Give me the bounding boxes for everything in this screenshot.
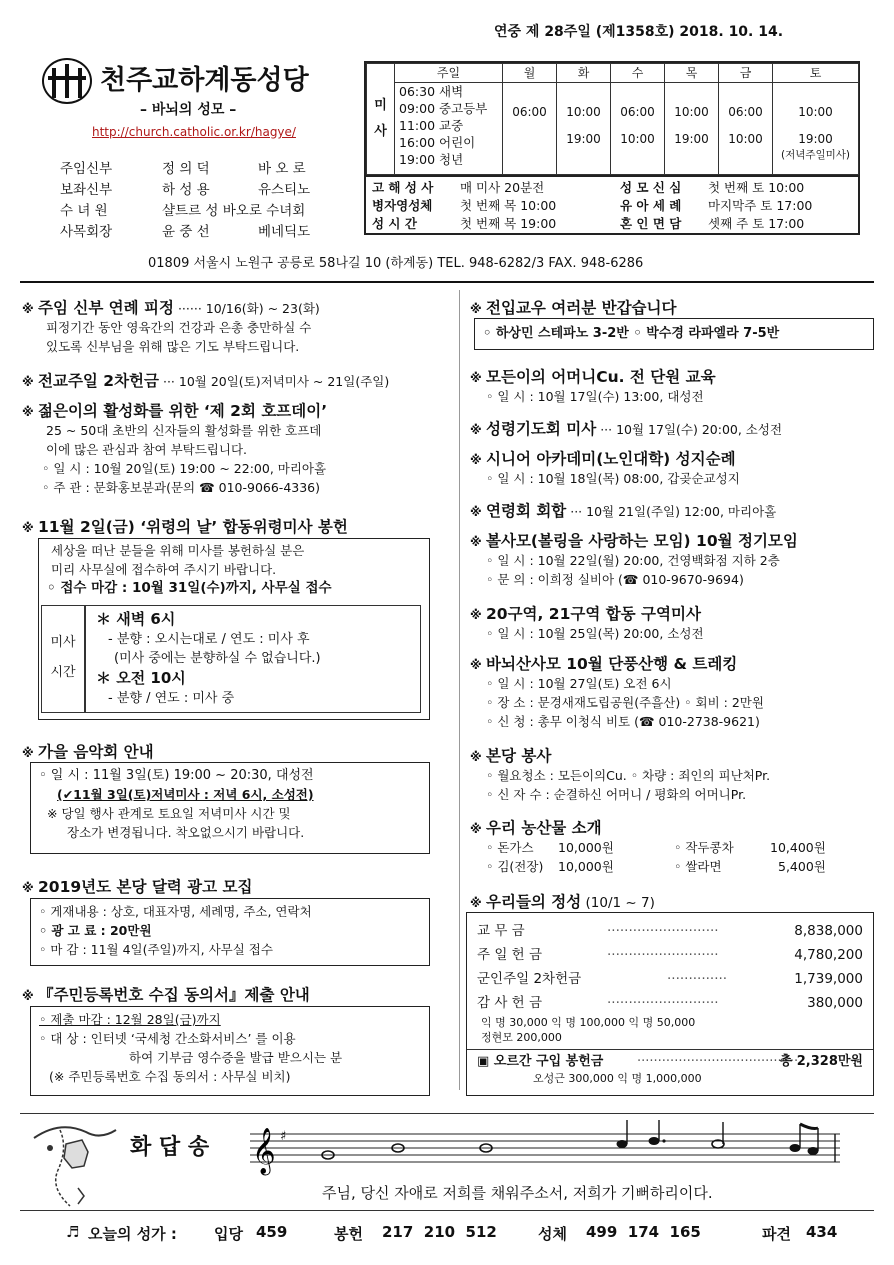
- side-label: 시간: [50, 665, 76, 680]
- notice-text: ◦ 일 시 : 10월 18일(목) 08:00, 갑곶순교성지: [486, 471, 740, 486]
- day-header: 금: [719, 64, 773, 83]
- notice-text: ◦ 일 시 : 10월 22일(월) 20:00, 건영백화점 지하 2층: [486, 553, 780, 568]
- organ-fund-donors: 오성근 300,000 익 명 1,000,000: [533, 1072, 702, 1085]
- product-price: 5,400원: [778, 859, 826, 874]
- notice-text: - 분향 / 연도 : 미사 중: [108, 691, 235, 706]
- notice-text: ◦ 하상민 스테파노 3-2반 ◦ 박수경 라파엘라 7-5반: [483, 326, 780, 341]
- notice-text: 하여 기부금 영수증을 발급 받으시는 분: [129, 1050, 343, 1065]
- mass-time: 10:00: [620, 132, 655, 146]
- notice-mark: ※: [470, 822, 482, 836]
- notice-mark: ※: [470, 423, 482, 437]
- notice-text: ◦ 일 시 : 10월 17일(수) 13:00, 대성전: [486, 389, 704, 404]
- notice-legion-training: [470, 365, 880, 406]
- notice-pastor-retreat: [22, 296, 452, 356]
- offering-row: [477, 919, 863, 943]
- offering-amount: 1,739,000: [794, 971, 863, 987]
- notice-mark: ※: [470, 371, 482, 385]
- notice-title: 볼사모(볼링을 사랑하는 모임) 10월 정기모임: [486, 532, 798, 550]
- notice-text: ◦ 접수 마감 : 10월 31일(수)까지, 사무실 접수: [47, 580, 332, 596]
- notice-charismatic-mass: [470, 417, 880, 439]
- mass-time: 19:00: [566, 132, 601, 146]
- staff-baptismal: 베네딕도: [258, 224, 311, 240]
- concert-box: [30, 762, 430, 854]
- notice-text: 미리 사무실에 접수하여 주시기 바랍니다.: [51, 562, 277, 577]
- product-row: [470, 838, 880, 857]
- notice-mark: ※: [22, 405, 34, 419]
- offertory-hymns: 217 210 512: [382, 1223, 497, 1241]
- notice-title: 바뇌산사모 10월 단풍산행 & 트레킹: [486, 655, 738, 673]
- organ-fund-label: ▣ 오르간 구입 봉헌금: [477, 1054, 604, 1069]
- product-name: ◦ 돈가스: [486, 840, 534, 855]
- offering-label: 군인주일 2차헌금: [477, 971, 582, 987]
- sacrament-label: 혼 인 면 담: [620, 216, 682, 231]
- notice-text: 피정기간 동안 영육간의 건강과 은총 충만하실 수: [46, 320, 312, 335]
- column-divider: [459, 290, 460, 1090]
- mass-side-char: 미: [374, 98, 387, 113]
- mass-time-heading: ＊ 오전 10시: [96, 669, 186, 687]
- notice-mark: ※: [470, 535, 482, 549]
- notice-title: 전입교우 여러분 반갑습니다: [486, 299, 677, 317]
- notice-calendar-ads: [22, 875, 452, 897]
- notice-title: 연령회 회합: [486, 502, 567, 520]
- notice-text: ◦ 광 고 료 : 20만원: [39, 923, 152, 938]
- notice-mark: ※: [470, 750, 482, 764]
- named-offering: 정현모 200,000: [481, 1031, 562, 1044]
- notice-text: ◦ 일 시 : 10월 27일(토) 오전 6시: [486, 676, 672, 691]
- notice-mark: ※: [22, 881, 34, 895]
- organ-fund: [467, 1049, 873, 1087]
- notice-funeral-society: [470, 499, 880, 521]
- notice-offerings: [470, 890, 880, 912]
- notice-text: ※ 당일 행사 관계로 토요일 저녁미사 시간 및: [47, 806, 291, 821]
- notice-title: 『주민등록번호 수집 동의서』제출 안내: [38, 986, 310, 1004]
- offering-dots: ··························: [607, 947, 719, 963]
- notice-hope-day: [22, 399, 452, 497]
- staff-row: [60, 157, 360, 178]
- notice-text: (✔11월 3일(토)저녁미사 : 저녁 6시, 소성전): [57, 787, 314, 802]
- day-header: 화: [557, 64, 611, 83]
- svg-text:♯: ♯: [280, 1129, 287, 1144]
- mass-time-label: [41, 605, 85, 713]
- mass-time-note: (저녁주일미사): [780, 149, 851, 161]
- notice-date: ··· 10월 21일(주일) 12:00, 마리아홀: [566, 504, 777, 519]
- header-divider: [20, 281, 874, 283]
- sunday-times: [395, 83, 503, 175]
- staff-row: [60, 199, 360, 220]
- staff-baptismal: 바 오 로: [258, 161, 306, 177]
- day-header: 월: [503, 64, 557, 83]
- staff-name: 윤 중 선: [162, 224, 210, 240]
- psalm-text: 주님, 당신 자애로 저희를 채워주소서, 저희가 기뻐하리이다.: [322, 1184, 713, 1202]
- mass-time: 06:00: [728, 105, 763, 119]
- offering-row: [477, 967, 863, 991]
- offering-label: 주 일 헌 금: [477, 947, 543, 963]
- notice-title: 2019년도 본당 달력 광고 모집: [38, 878, 253, 896]
- notice-concert: [22, 740, 452, 762]
- offering-amount: 4,780,200: [794, 947, 863, 963]
- notice-mark: ※: [470, 453, 482, 467]
- notice-date: (10/1 ~ 7): [581, 895, 655, 911]
- notice-text: (미사 중에는 분향하실 수 없습니다.): [114, 651, 321, 666]
- staff-row: [60, 220, 360, 241]
- entrance-hymn: 459: [256, 1223, 288, 1241]
- mass-time-detail: [85, 605, 421, 713]
- notice-text: ◦ 문 의 : 이희정 실비아 (☎ 010-9670-9694): [486, 572, 744, 587]
- notice-text: ◦ 신 자 수 : 순결하신 어머니 / 평화의 어머니Pr.: [486, 787, 747, 802]
- notice-date: ··· 10월 20일(토)저녁미사 ~ 21일(주일): [159, 374, 390, 389]
- mass-time: 06:00: [512, 105, 547, 119]
- notice-text: ◦ 장 소 : 문경새재도립공원(주흘산) ◦ 회비 : 2만원: [486, 695, 764, 710]
- offerings-box: [466, 912, 874, 1096]
- entrance-label: 입당: [214, 1225, 243, 1243]
- music-note-icon: ♬: [66, 1223, 80, 1241]
- notice-text: ◦ 제출 마감 : 12월 28일(금)까지: [39, 1012, 221, 1027]
- saturday-times: [773, 83, 859, 175]
- staff-role: 보좌신부: [60, 182, 113, 198]
- tuesday-times: [557, 83, 611, 175]
- notice-mark: ※: [470, 658, 482, 672]
- notice-mark: ※: [22, 746, 34, 760]
- offertory-label: 봉헌: [334, 1225, 363, 1243]
- id-consent-box: [30, 1006, 430, 1096]
- staff-role: 주임신부: [60, 161, 113, 177]
- notice-senior-pilgrimage: [470, 447, 880, 488]
- notice-farm-products: [470, 816, 880, 876]
- notice-mark: ※: [470, 608, 482, 622]
- notice-title: 20구역, 21구역 합동 구역미사: [486, 605, 701, 623]
- mass-time: 10:00: [566, 105, 601, 119]
- notice-hiking-club: [470, 652, 880, 731]
- mass-time: 10:00: [674, 105, 709, 119]
- notice-district-mass: [470, 602, 880, 643]
- calendar-ads-box: [30, 898, 430, 966]
- notice-title: 본당 봉사: [486, 747, 552, 765]
- staff-role: 수 녀 원: [60, 203, 108, 219]
- offering-dots: ··························: [607, 995, 719, 1011]
- mass-time: 10:00: [798, 105, 833, 119]
- notice-bowling-club: [470, 529, 880, 589]
- notice-text: 25 ~ 50대 초반의 신자들의 활성화를 위한 호프데: [46, 423, 322, 438]
- notice-mark: ※: [22, 302, 34, 316]
- new-parishioners-box: [474, 318, 874, 350]
- product-price: 10,400원: [770, 840, 826, 855]
- organ-fund-dots: ·······································: [637, 1054, 799, 1069]
- hymn-label: 오늘의 성가 :: [88, 1225, 177, 1243]
- mass-time: 10:00: [728, 132, 763, 146]
- notice-text: 세상을 떠난 분들을 위해 미사를 봉헌하실 분은: [51, 543, 305, 558]
- offering-label: 감 사 헌 금: [477, 995, 543, 1011]
- sacrament-row: [372, 197, 858, 215]
- notice-title: 모든이의 어머니Cu. 전 단원 교육: [486, 368, 716, 386]
- notice-title: 가을 음악회 안내: [38, 743, 154, 761]
- psalm-label: 화 답 송: [130, 1134, 210, 1160]
- notice-title: 11월 2일(금) ‘위령의 날’ 합동위령미사 봉헌: [38, 518, 348, 536]
- all-souls-box: [38, 538, 430, 720]
- sacrament-label: 성 모 신 심: [620, 180, 682, 195]
- notice-all-souls: [22, 515, 452, 537]
- staff-name: 하 성 용: [162, 182, 210, 198]
- notice-text: (※ 주민등록번호 수집 동의서 : 사무실 비치): [49, 1069, 291, 1084]
- notice-mark: ※: [470, 302, 482, 316]
- notice-title: 젊은이의 활성화를 위한 ‘제 2회 호프데이’: [38, 402, 328, 420]
- mass-time: 19:00 청년: [399, 152, 464, 167]
- patron-name: – 바뇌의 성모 –: [140, 102, 237, 118]
- notice-title: 우리들의 정성: [486, 893, 582, 911]
- mass-schedule: [364, 61, 860, 235]
- staff-name: 정 의 덕: [162, 161, 210, 177]
- sacrament-label: 고 해 성 사: [372, 180, 434, 195]
- dismissal-hymn: 434: [806, 1223, 838, 1241]
- organ-fund-row: [477, 1053, 863, 1071]
- mass-side-char: 사: [374, 124, 387, 139]
- notice-text: ◦ 월요청소 : 모든이의Cu. ◦ 차량 : 죄인의 피난처Pr.: [486, 768, 771, 783]
- organ-fund-total: 총 2,328만원: [779, 1054, 863, 1069]
- notice-parish-service: [470, 744, 880, 804]
- psalm-staff: [250, 1120, 840, 1178]
- notice-text: ◦ 일 시 : 10월 20일(토) 19:00 ~ 22:00, 마리아홀: [42, 461, 327, 476]
- product-price: 10,000원: [558, 859, 614, 874]
- vine-decoration-icon: [30, 1118, 120, 1210]
- product-name: ◦ 김(전장): [486, 859, 544, 874]
- notice-title: 주임 신부 연례 피정: [38, 299, 174, 317]
- notice-text: ◦ 주 관 : 문화홍보분과(문의 ☎ 010-9066-4336): [42, 480, 321, 495]
- sacrament-row: [372, 215, 858, 233]
- sacrament-value: 첫 번째 목 19:00: [460, 216, 557, 231]
- staff-baptismal: 유스티노: [258, 182, 311, 198]
- offering-amount: 8,838,000: [794, 923, 863, 939]
- notice-text: ◦ 신 청 : 총무 이청식 비토 (☎ 010-2738-9621): [486, 714, 760, 729]
- offering-row: [477, 943, 863, 967]
- sacrament-value: 첫 번째 목 10:00: [460, 198, 557, 213]
- mass-time: 19:00: [798, 132, 833, 146]
- product-price: 10,000원: [558, 840, 614, 855]
- notice-title: 성령기도회 미사: [486, 420, 597, 438]
- day-header: 토: [773, 64, 859, 83]
- side-label: 미사: [50, 635, 76, 650]
- notice-text: - 분향 : 오시는대로 / 연도 : 미사 후: [108, 632, 310, 647]
- notice-title: 시니어 아카데미(노인대학) 성지순례: [486, 450, 736, 468]
- notice-text: ◦ 대 상 : 인터넷 ‘국세청 간소화서비스’ 를 이용: [39, 1031, 296, 1046]
- friday-times: [719, 83, 773, 175]
- notice-title: 우리 농산물 소개: [486, 819, 602, 837]
- sacrament-info: [366, 175, 858, 233]
- anonymous-offerings: 익 명 30,000 익 명 100,000 익 명 50,000: [481, 1016, 696, 1029]
- psalm-bottom-divider: [20, 1210, 874, 1211]
- notice-id-consent: [22, 983, 452, 1005]
- product-name: ◦ 작두콩차: [674, 840, 734, 855]
- mass-time: 19:00: [674, 132, 709, 146]
- church-logo-icon: [42, 58, 92, 104]
- notice-date: ······ 10/16(화) ~ 23(화): [173, 301, 320, 316]
- product-row: [470, 857, 880, 876]
- sacrament-label: 성 시 간: [372, 216, 417, 231]
- notice-date: ··· 10월 17일(수) 20:00, 소성전: [596, 422, 783, 437]
- notice-mark: ※: [470, 896, 482, 910]
- mass-side-label: [367, 64, 395, 175]
- product-name: ◦ 쌀라면: [674, 859, 722, 874]
- sacrament-value: 매 미사 20분전: [460, 180, 545, 195]
- communion-label: 성체: [538, 1225, 567, 1243]
- mass-time: 09:00 중고등부: [399, 101, 488, 116]
- notice-mark: ※: [22, 989, 34, 1003]
- svg-text:𝄞: 𝄞: [252, 1128, 276, 1174]
- notice-mission-collection: [22, 369, 452, 391]
- mass-time: 11:00 교중: [399, 118, 464, 133]
- psalm-divider: [20, 1113, 874, 1114]
- staff-row: [60, 178, 360, 199]
- notice-text: 장소가 변경됩니다. 착오없으시기 바랍니다.: [67, 825, 305, 840]
- dismissal-label: 파견: [762, 1225, 791, 1243]
- wednesday-times: [611, 83, 665, 175]
- church-url-link[interactable]: http://church.catholic.or.kr/hagye/: [92, 125, 296, 139]
- offering-dots: ··························: [607, 923, 719, 939]
- day-header: 목: [665, 64, 719, 83]
- notice-text: ◦ 마 감 : 11월 4일(주일)까지, 사무실 접수: [39, 942, 273, 957]
- address-line: 01809 서울시 노원구 공릉로 58나길 10 (하계동) TEL. 948-6282/3 FAX. 948-6286: [148, 256, 644, 271]
- mass-time-heading: ＊ 새벽 6시: [96, 610, 176, 628]
- mass-time: 06:30 새벽: [399, 84, 464, 99]
- offering-label: 교 무 금: [477, 923, 525, 939]
- communion-hymns: 499 174 165: [586, 1223, 701, 1241]
- notice-mark: ※: [470, 505, 482, 519]
- sacrament-row: [372, 179, 858, 197]
- notice-mark: ※: [22, 521, 34, 535]
- staff-list: [60, 157, 360, 241]
- notice-text: 이에 많은 관심과 참여 부탁드립니다.: [46, 442, 247, 457]
- notice-title: 전교주일 2차헌금: [38, 372, 159, 390]
- day-header: 수: [611, 64, 665, 83]
- sacrament-value: 마지막주 토 17:00: [708, 198, 813, 213]
- mass-time: 06:00: [620, 105, 655, 119]
- notice-text: ◦ 일 시 : 10월 25일(목) 20:00, 소성전: [486, 626, 704, 641]
- notice-new-parishioners: [470, 296, 880, 318]
- offering-row: [477, 991, 863, 1015]
- sacrament-value: 첫 번째 토 10:00: [708, 180, 805, 195]
- staff-role: 사목회장: [60, 224, 113, 240]
- notice-text: ◦ 일 시 : 11월 3일(토) 19:00 ~ 20:30, 대성전: [39, 768, 314, 783]
- staff-name: 샬트르 성 바오로 수녀회: [162, 203, 306, 219]
- sacrament-value: 셋째 주 토 17:00: [708, 216, 805, 231]
- offering-dots: ··············: [667, 971, 728, 987]
- monday-times: [503, 83, 557, 175]
- sacrament-label: 유 아 세 례: [620, 198, 682, 213]
- church-name: 천주교하계동성당: [100, 65, 309, 96]
- thursday-times: [665, 83, 719, 175]
- sacrament-label: 병자영성체: [372, 198, 433, 213]
- issue-info: 연중 제 28주일 (제1358호) 2018. 10. 14.: [494, 24, 784, 40]
- mass-time: 16:00 어린이: [399, 135, 476, 150]
- offering-amount: 380,000: [807, 995, 863, 1011]
- day-header: 주일: [395, 64, 503, 83]
- notice-text: ◦ 게재내용 : 상호, 대표자명, 세례명, 주소, 연락처: [39, 904, 312, 919]
- hymn-list: [66, 1223, 837, 1244]
- notice-text: 있도록 신부님을 위해 많은 기도 부탁드립니다.: [46, 339, 300, 354]
- notice-mark: ※: [22, 375, 34, 389]
